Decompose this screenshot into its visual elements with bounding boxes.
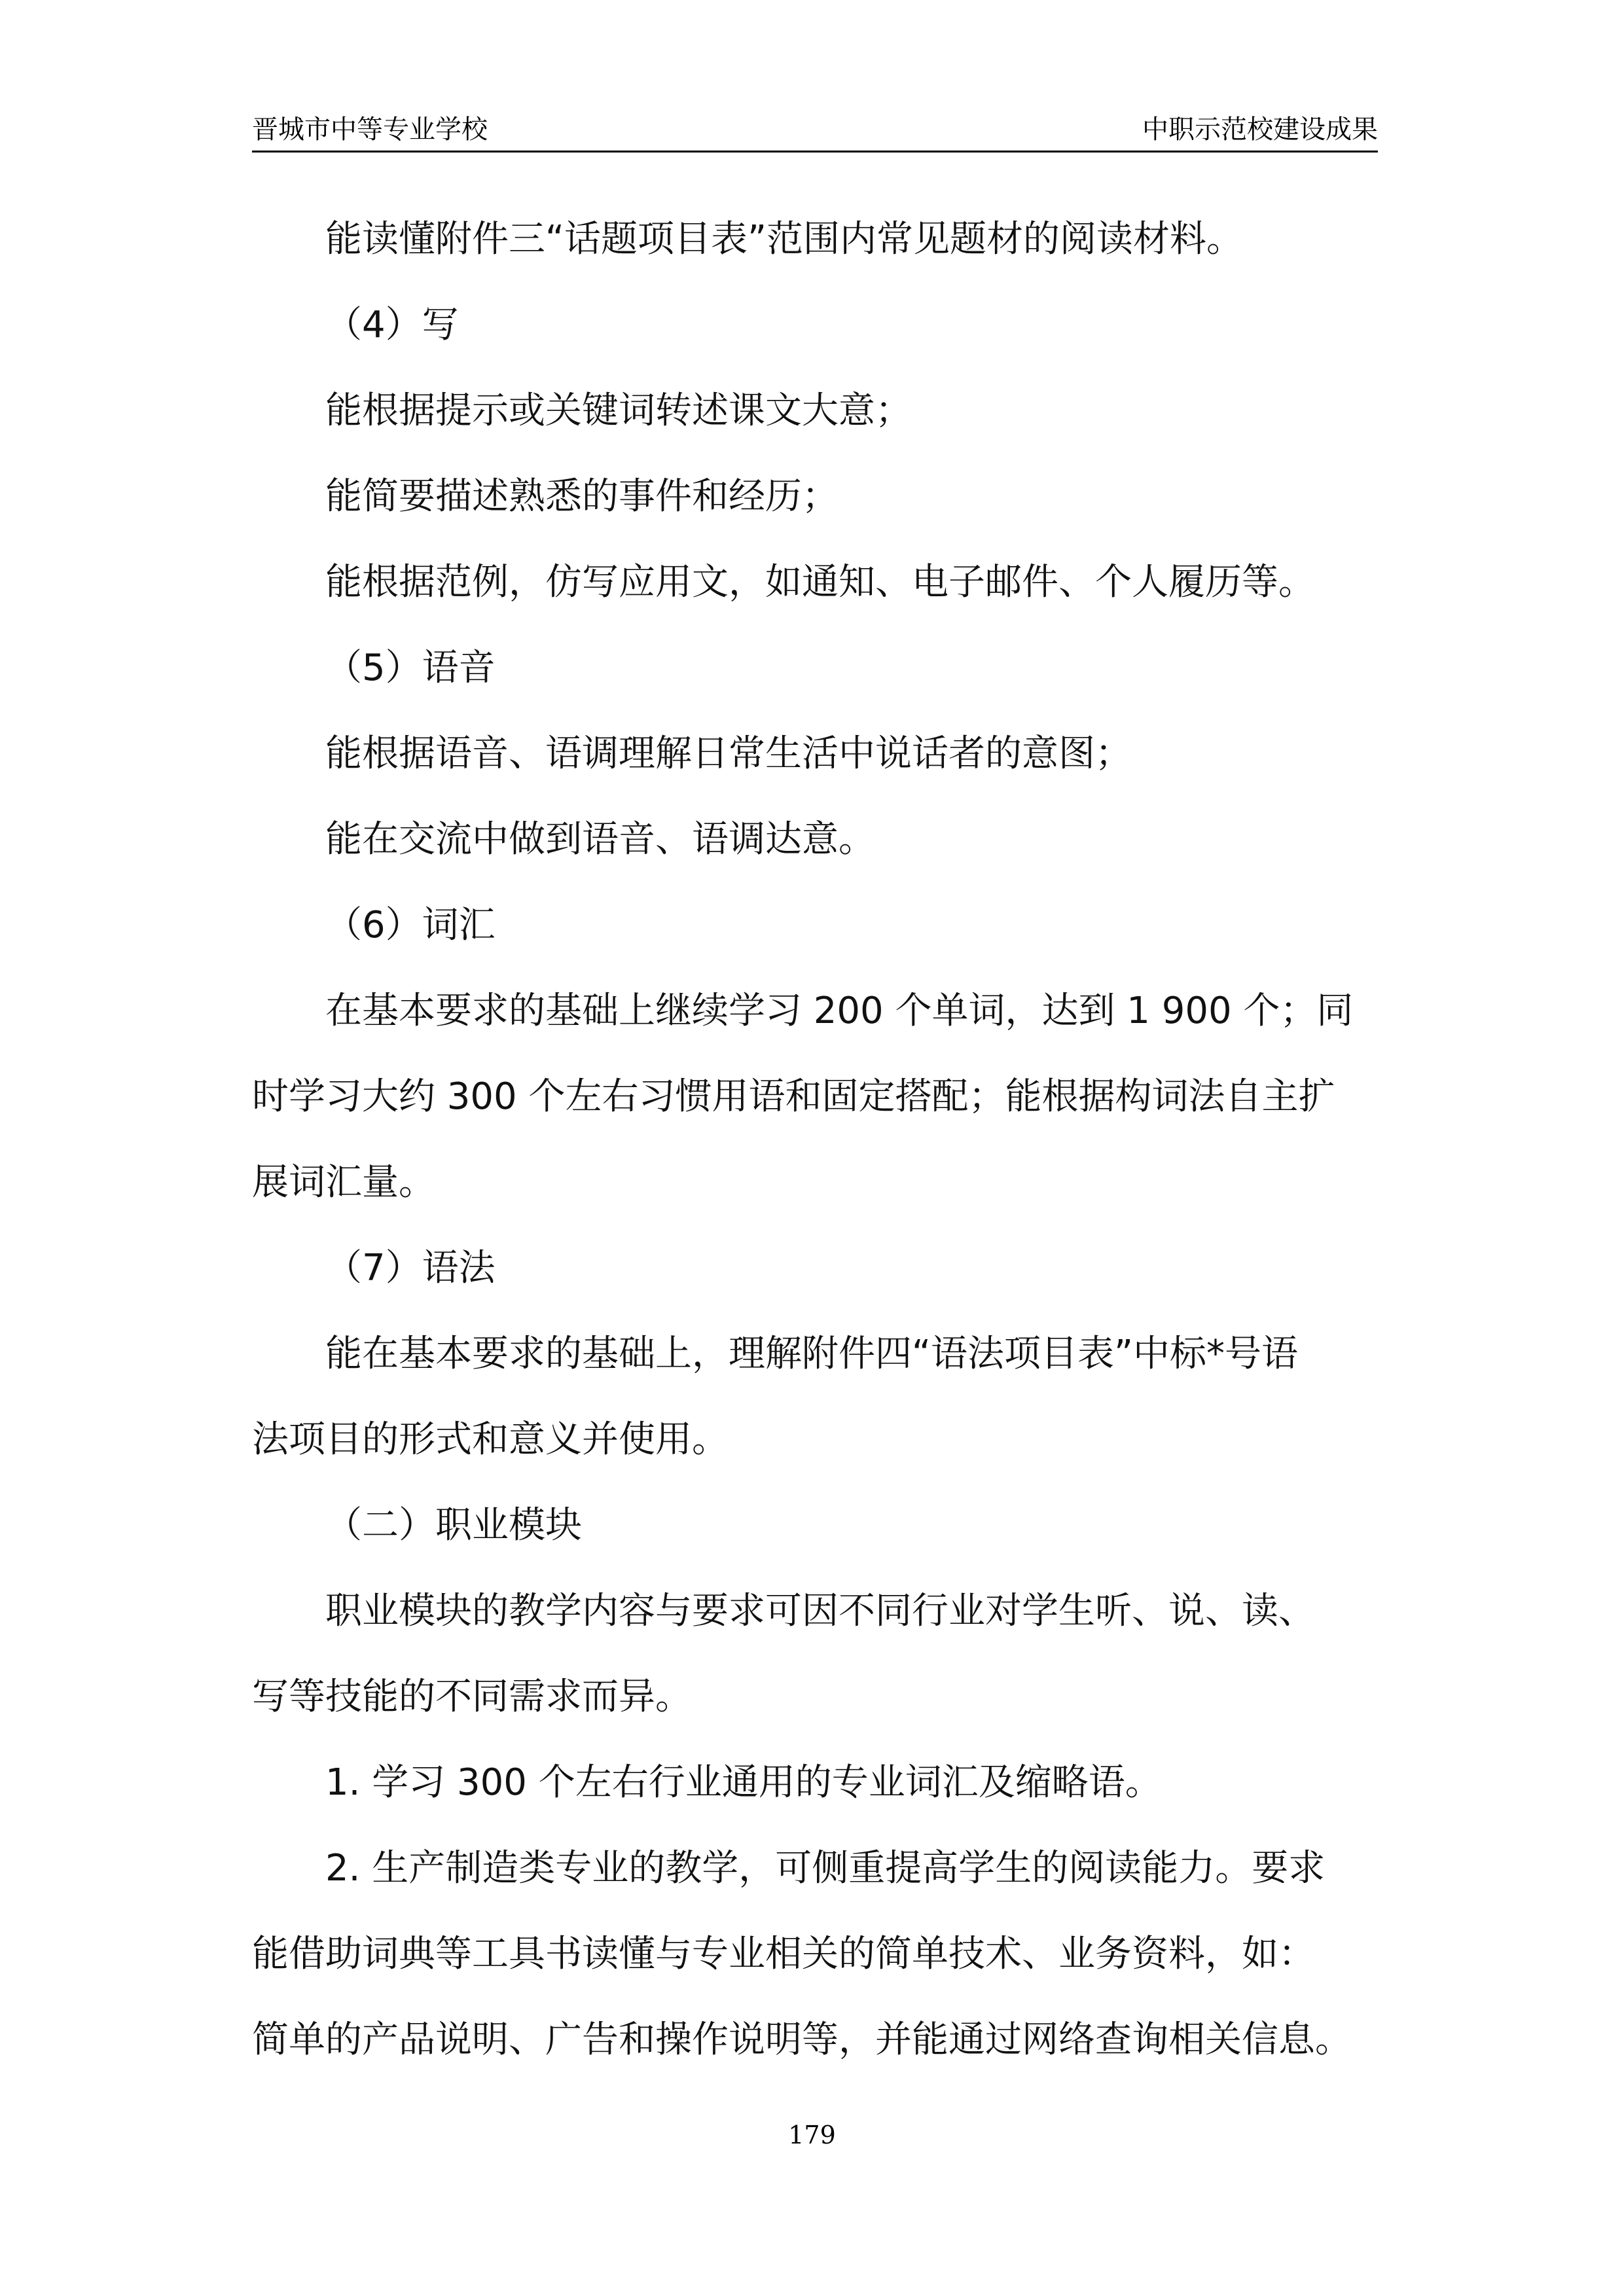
- numbered-item: 2. 生产制造类专业的教学，可侧重提高学生的阅读能力。要求: [325, 1847, 1326, 1890]
- paragraph-line: 能在交流中做到语音、语调达意。: [325, 818, 875, 861]
- section-heading-grammar: （7）语法: [325, 1247, 496, 1289]
- paragraph-line: 能根据语音、语调理解日常生活中说话者的意图；: [325, 732, 1132, 775]
- header-section-title: 中职示范校建设成果: [1142, 115, 1378, 145]
- section-heading-vocational-module: （二）职业模块: [325, 1504, 582, 1547]
- paragraph-line: 展词汇量。: [252, 1161, 435, 1204]
- numbered-item: 1. 学习 300 个左右行业通用的专业词汇及缩略语。: [325, 1761, 1162, 1804]
- header-school-name: 晋城市中等专业学校: [252, 115, 488, 145]
- paragraph-line: 写等技能的不同需求而异。: [252, 1676, 692, 1718]
- paragraph-line: 职业模块的教学内容与要求可因不同行业对学生听、说、读、: [325, 1590, 1315, 1632]
- section-heading-pronunciation: （5）语音: [325, 647, 496, 689]
- section-heading-write: （4）写: [325, 304, 459, 346]
- paragraph-line: 能读懂附件三“话题项目表”范围内常见题材的阅读材料。: [325, 218, 1244, 260]
- paragraph-line: 简单的产品说明、广告和操作说明等，并能通过网络查询相关信息。: [252, 2018, 1352, 2061]
- paragraph-line: 法项目的形式和意义并使用。: [252, 1418, 729, 1461]
- page-number: 179: [788, 2121, 836, 2149]
- paragraph-line: 能借助词典等工具书读懂与专业相关的简单技术、业务资料，如：: [252, 1933, 1315, 1975]
- paragraph-line: 时学习大约 300 个左右习惯用语和固定搭配；能根据构词法自主扩: [252, 1075, 1335, 1118]
- paragraph-line: 在基本要求的基础上继续学习 200 个单词，达到 1 900 个；同: [325, 990, 1354, 1032]
- paragraph-line: 能简要描述熟悉的事件和经历；: [325, 475, 839, 518]
- section-heading-vocabulary: （6）词汇: [325, 904, 496, 946]
- paragraph-line: 能在基本要求的基础上，理解附件四“语法项目表”中标*号语: [325, 1333, 1299, 1375]
- paragraph-line: 能根据范例，仿写应用文，如通知、电子邮件、个人履历等。: [325, 561, 1315, 603]
- body-text: [252, 196, 1378, 2083]
- page-header: [252, 111, 1378, 152]
- paragraph-line: 能根据提示或关键词转述课文大意；: [325, 389, 912, 432]
